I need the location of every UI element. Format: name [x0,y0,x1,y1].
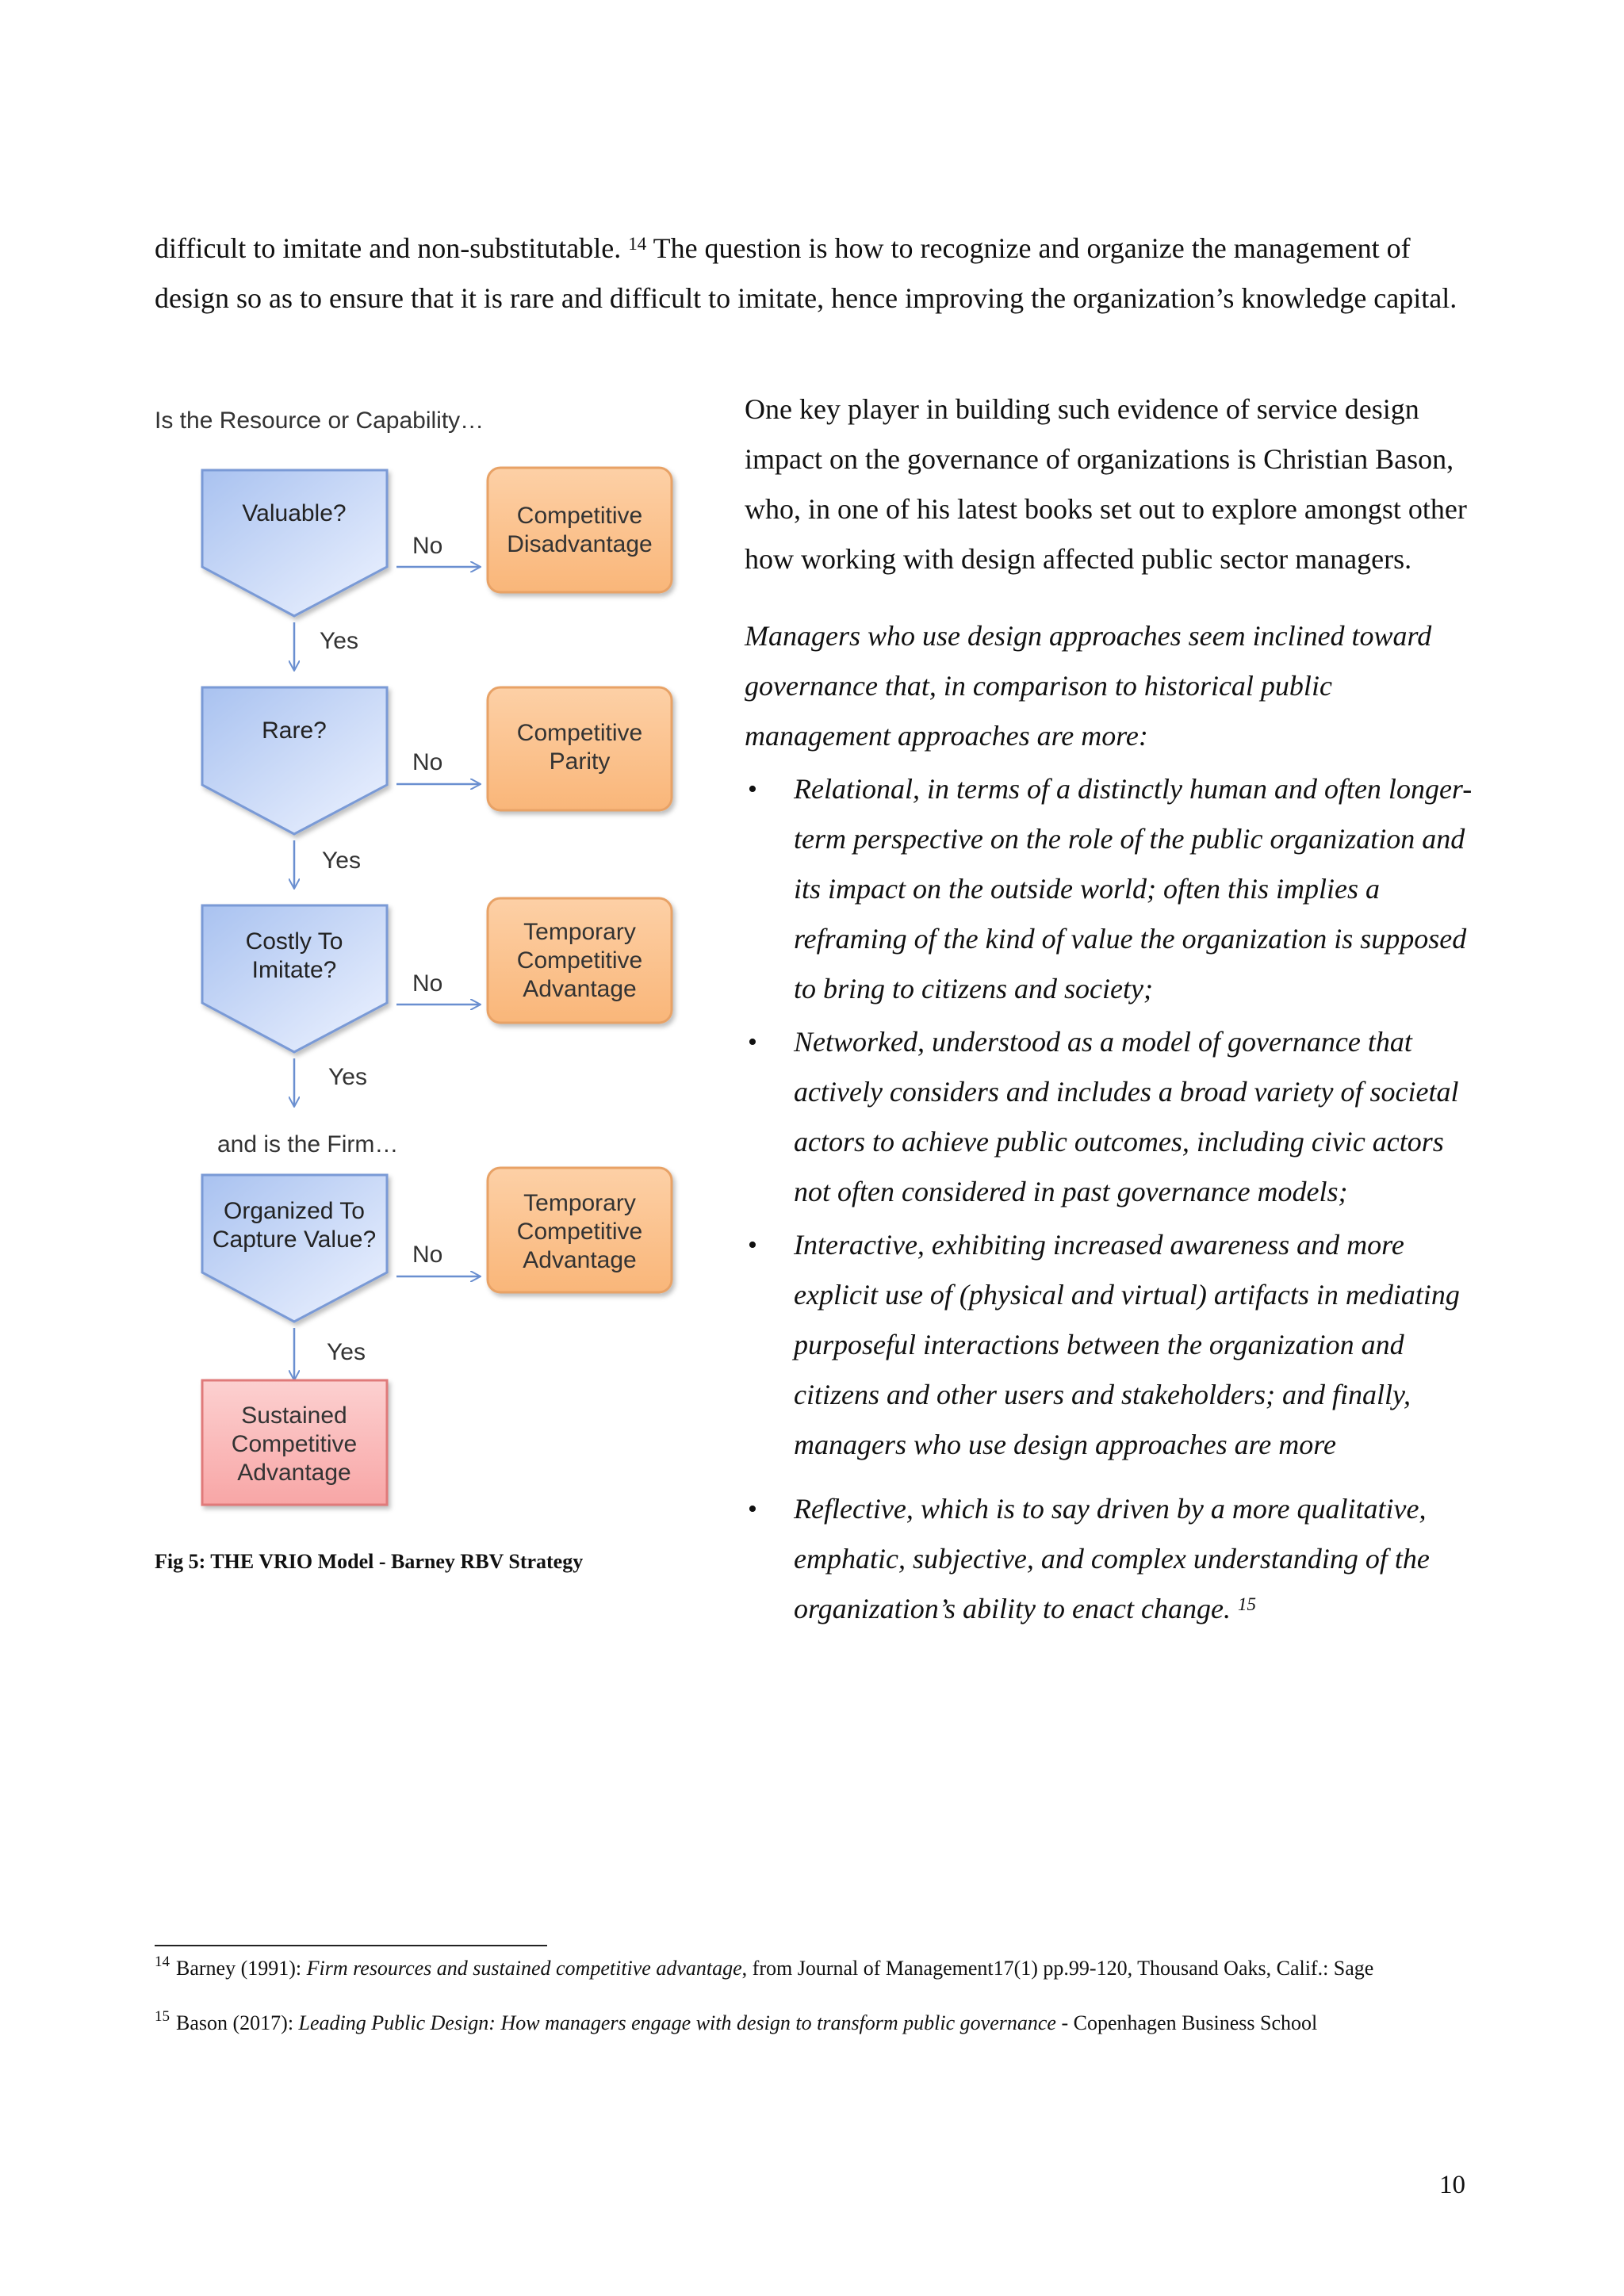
page-number: 10 [1439,2171,1465,2199]
diagram-header: Is the Resource or Capability… [155,408,485,434]
footnote-15-source: - Copenhagen Business School [1055,2011,1318,2034]
bullet-list [745,764,1478,1634]
no-label-4: No [412,1242,443,1268]
outcome-4-line-2: Competitive [516,1219,643,1245]
quote-intro: Managers who use design approaches seem inclined toward governance that, in comparison to historical public management approaches are more: [745,620,1432,752]
question-organized-line-2: Capture Value? [212,1226,377,1253]
question-organized-line-1: Organized To [224,1198,365,1224]
question-costly-line-1: Costly To [245,928,343,955]
bullet-text-relational: Relational, in terms of a distinctly human and often longer-term perspective on the role of the public organization and its impact on the outside world; often this implies a reframing of the kind of value the organization is supposed to bring to citizens and society; [794,773,1473,1004]
outcome-competitive-parity [488,687,672,810]
outcome-temporary-advantage-1 [488,898,672,1023]
intro-text-end: The question is how to recognize and organize the management of design so as to ensure that it is rare and difficult to imitate, hence improving the organization’s knowledge capital. [155,232,1457,314]
bullet-text-networked: Networked, understood as a model of governance that actively considers and includes a broad variety of societal actors to achieve public outcomes, including civic actors not often considered in past governance models; [794,1026,1459,1207]
list-item [745,1484,1478,1634]
vrio-diagram [151,400,706,1526]
question-rare [202,687,387,834]
list-item [745,1017,1478,1217]
outcome-1-line-1: Competitive [516,503,643,529]
bullet-text-reflective: Reflective, which is to say driven by a more qualitative, emphatic, subjective, and complex understanding of the organization’s ability to enact change. [794,1493,1430,1624]
final-line-2: Competitive [231,1431,358,1457]
question-valuable [202,470,387,616]
no-label-1: No [412,533,443,559]
outcome-1-line-2: Disadvantage [507,531,653,557]
bullet-icon: • [748,1230,757,1260]
final-sustained-advantage [202,1380,387,1505]
footnote-14-number: 14 [155,1954,170,1970]
outcome-4-line-1: Temporary [523,1190,636,1216]
diagram-subheader: and is the Firm… [217,1131,399,1158]
yes-label-2: Yes [322,848,361,874]
list-item [745,764,1478,1014]
yes-label-3: Yes [328,1064,367,1090]
footnote-15-title: Leading Public Design: How managers engage with design to transform public governance [298,2011,1056,2034]
intro-text-start: difficult to imitate and non-substitutable. [155,232,622,264]
yes-label-4: Yes [327,1339,366,1365]
footnote-15 [155,2008,1318,2035]
footnote-ref-15[interactable]: 15 [1237,1594,1256,1614]
outcome-3-line-2: Competitive [516,947,643,974]
final-line-3: Advantage [237,1460,351,1486]
footnote-14-author: Barney (1991): [176,1957,307,1980]
outcome-4-line-3: Advantage [523,1247,637,1273]
question-rare-label: Rare? [262,718,327,744]
bullet-icon: • [748,775,757,804]
footnote-14-title: Firm resources and sustained competitive advantage [306,1957,742,1980]
question-costly-line-2: Imitate? [251,957,337,983]
right-column [745,385,1478,1634]
bullet-icon: • [748,1027,757,1057]
outcome-3-line-1: Temporary [523,919,636,945]
footnote-divider [155,1945,547,1946]
footnote-14-source: , from Journal of Management17(1) pp.99-120, Thousand Oaks, Calif.: Sage [741,1957,1374,1980]
outcome-2-line-2: Parity [549,748,611,775]
bullet-icon: • [748,1494,757,1524]
bullet-text-interactive: Interactive, exhibiting increased awareness and more explicit use of (physical and virtual) artifacts in mediating purposeful interactions between the organization and citizens and other users and stakeholders; and finally, managers who use design approaches are more [794,1229,1460,1460]
question-costly-to-imitate [202,905,387,1052]
no-label-3: No [412,970,443,997]
list-item [745,1220,1478,1470]
footnote-15-author: Bason (2017): [176,2011,299,2034]
footnote-14 [155,1954,1374,1980]
final-line-1: Sustained [241,1402,347,1429]
footnote-15-number: 15 [155,2008,170,2025]
outcome-3-line-3: Advantage [523,976,637,1002]
outcome-2-line-1: Competitive [516,720,643,746]
bason-paragraph: One key player in building such evidence of service design impact on the governance of organizations is Christian Bason, who, in one of his latest books set out to explore amongst other how working with design affected public sector managers. [745,393,1467,575]
outcome-temporary-advantage-2 [488,1168,672,1292]
yes-label-1: Yes [320,628,358,654]
intro-paragraph [155,224,1475,323]
figure-caption: Fig 5: THE VRIO Model - Barney RBV Strategy [155,1550,584,1573]
question-valuable-label: Valuable? [242,500,347,526]
footnote-ref-14[interactable]: 14 [628,234,647,254]
outcome-competitive-disadvantage [488,468,672,592]
question-organized-to-capture-value [202,1175,387,1322]
no-label-2: No [412,749,443,775]
